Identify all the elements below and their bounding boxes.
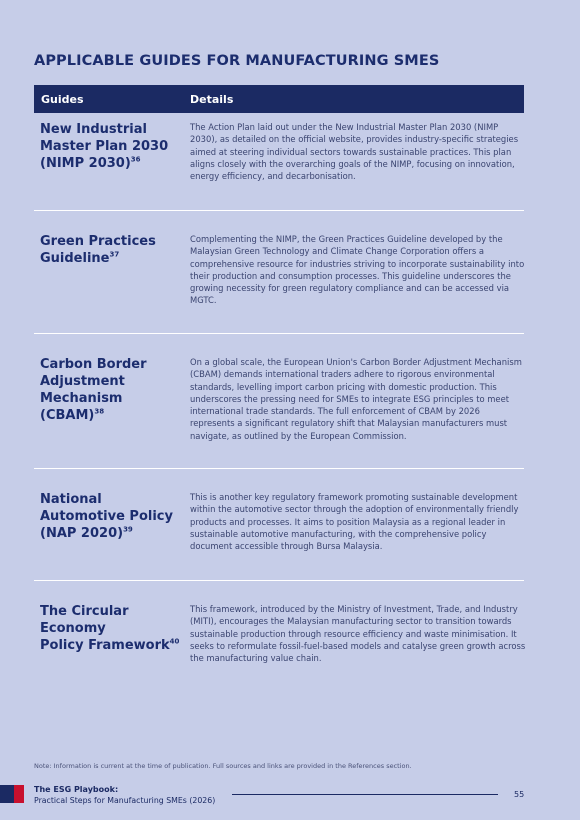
footnote-ref: 38 — [94, 407, 105, 416]
column-header-guides: Guides — [41, 93, 84, 106]
column-header-details: Details — [190, 93, 234, 106]
footnote-note: Note: Information is current at the time of publication. Full sources and links are provided in the References section. — [34, 762, 412, 770]
row-divider — [34, 333, 524, 334]
guide-name: National Automotive Policy (NAP 2020)$^{39}$ — [40, 492, 173, 541]
footnote-ref: 40 — [169, 637, 180, 646]
row-divider — [34, 468, 524, 469]
guide-name: Carbon Border Adjustment Mechanism (CBAM)$^{38}$ — [40, 357, 147, 423]
page-title: APPLICABLE GUIDES FOR MANUFACTURING SMES — [34, 53, 440, 69]
guide-name: The Circular Economy Policy Framework$^{40}$ — [40, 604, 180, 653]
footnote-ref: 39 — [123, 525, 133, 534]
guide-detail: The Action Plan laid out under the New Industrial Master Plan 2030 (NIMP 2030), as detailed on the official website, provides industry-specific strategies aimed at steering individual sectors towards sustainable practices. This plan aligns closely with the overarching goals of the NIMP, focusing on innovation, energy efficiency, and decarbonisation. — [190, 122, 519, 182]
page-number: 55 — [514, 790, 525, 799]
footnote-ref: 36 — [130, 155, 141, 164]
footer-subtitle: Practical Steps for Manufacturing SMEs (2026) — [34, 796, 216, 805]
footer-title: The ESG Playbook: — [34, 785, 119, 794]
guide-name: New Industrial Master Plan 2030 (NIMP 2030)$^{36}$ — [40, 122, 169, 171]
guide-detail: This is another key regulatory framework promoting sustainable development within the automotive sector through the adoption of environmentally friendly products and processes. It aims to position Malaysia as a regional leader in sustainable automotive manufacturing, with the comprehensive policy document accessible through Bursa Malaysia. — [190, 492, 519, 552]
footer-brand-accent — [14, 785, 24, 803]
guide-name: Green Practices Guideline$^{37}$ — [40, 234, 156, 266]
table-header — [34, 85, 524, 113]
guide-detail: Complementing the NIMP, the Green Practices Guideline developed by the Malaysian Green Technology and Climate Change Corporation offers a comprehensive resource for industries striving to incorporate sustainability into their production and consumption processes. This guideline underscores the growing necessity for green regulatory compliance and can be accessed via MGTC. — [190, 234, 525, 306]
footnote-ref: 37 — [109, 250, 120, 259]
row-divider — [34, 580, 524, 581]
row-divider — [34, 210, 524, 211]
footer-rule — [232, 794, 498, 795]
guide-detail: On a global scale, the European Union's Carbon Border Adjustment Mechanism (CBAM) demands international traders adhere to rigorous environmental standards, levelling import carbon pricing with domestic production. This underscores the pressing need for SMEs to integrate ESG principles to meet international trade standards. The full enforcement of CBAM by 2026 represents a significant regulatory shift that Malaysian manufacturers must navigate, as outlined by the European Commission. — [190, 357, 522, 441]
guide-detail: This framework, introduced by the Ministry of Investment, Trade, and Industry (MITI), encourages the Malaysian manufacturing sector to transition towards sustainable production through resource efficiency and waste minimisation. It seeks to reformulate fossil-fuel-based models and catalyse green growth across the manufacturing value chain. — [190, 604, 526, 664]
